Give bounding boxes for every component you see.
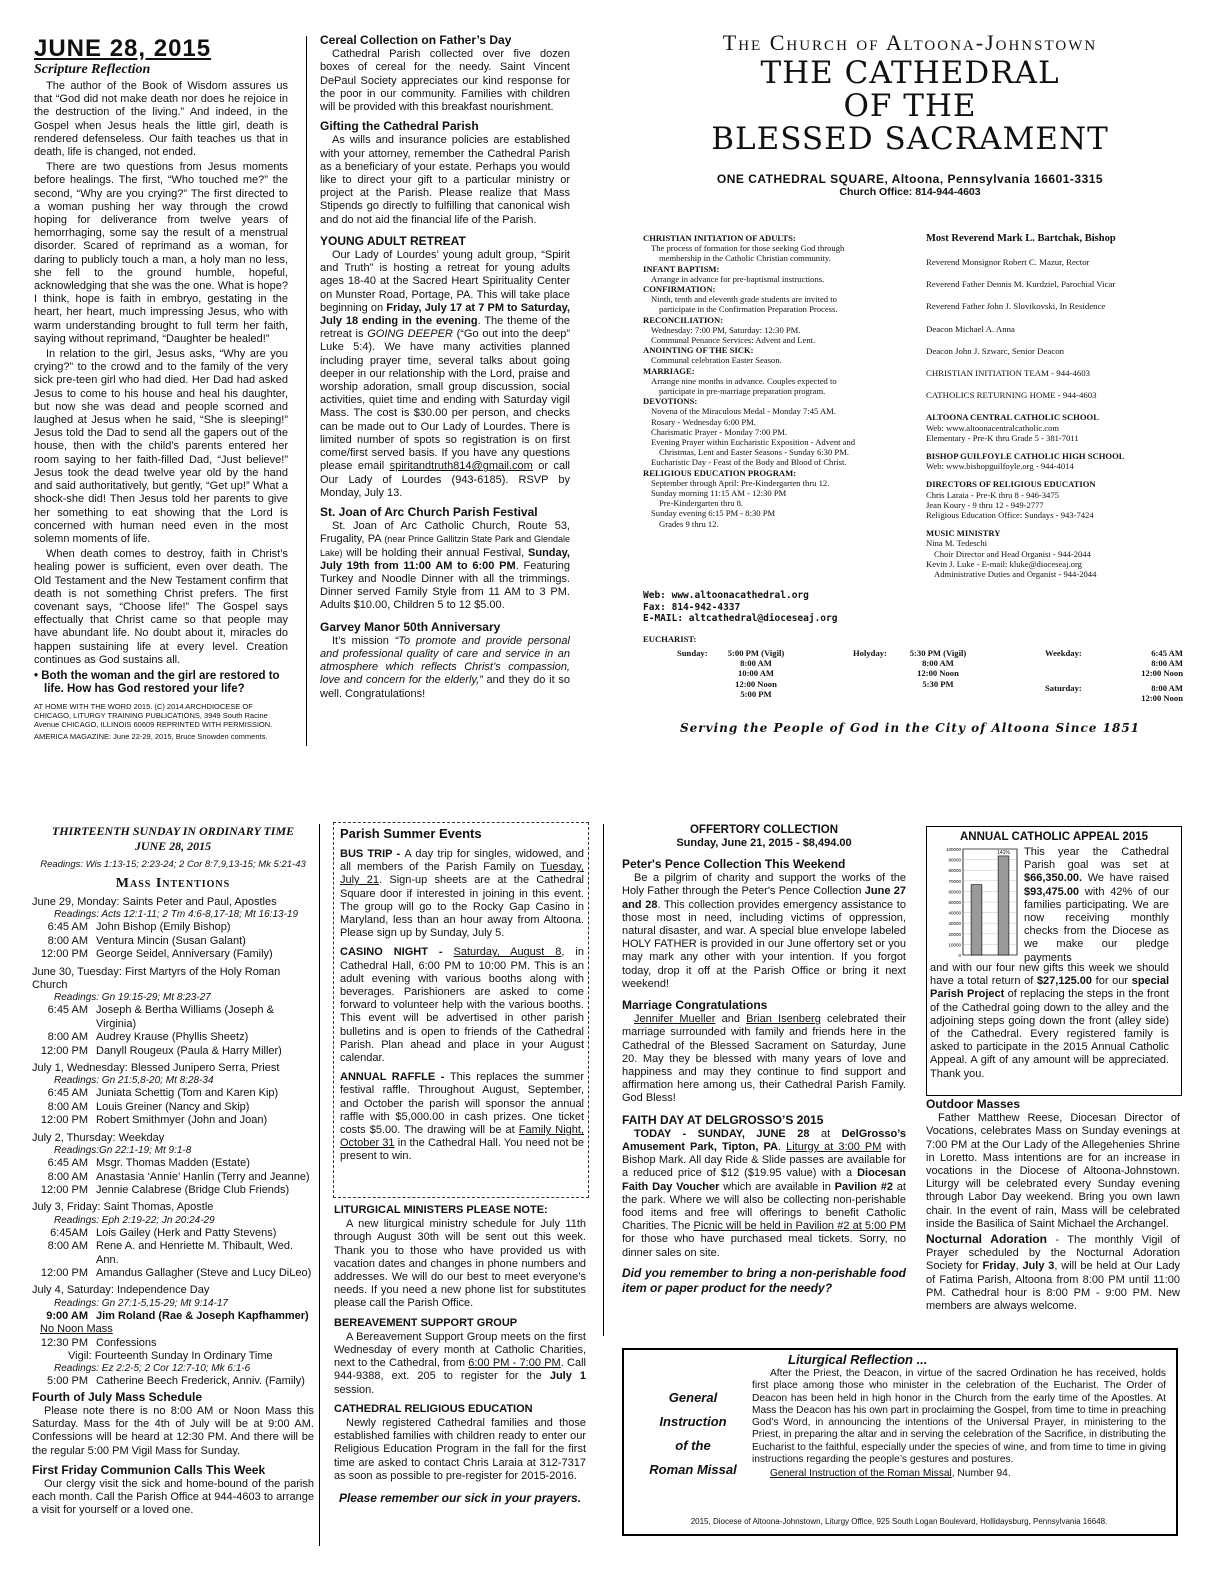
directory-line: Jean Koury - 9 thru 12 - 949-2777 [926,499,1044,510]
sacrament-line: participate in the Confirmation Preparation Process. [659,304,838,315]
intention-time: 12:00 PM [40,1044,88,1057]
sacrament-line: Sunday morning 11:15 AM - 12:30 PM [651,488,787,499]
side-title-line: Instruction [659,1414,727,1429]
appeal-fragment: for our [1092,975,1132,988]
sacrament-line: Eucharistic Day - Feast of the Body and Blood of Christ. [651,457,847,468]
sacrament-line: DEVOTIONS: [643,396,698,407]
intention-time: 12:00 PM [40,1114,88,1127]
y-tick-label: 10000 [948,942,961,948]
sacrament-line: membership in the Catholic Christian community. [659,253,831,264]
vigil-heading: Vigil: Fourteenth Sunday In Ordinary Time [68,1349,273,1362]
copyright-credit: AT HOME WITH THE WORD 2015. (C) 2014 ARCHDIOCESE OF CHICAGO, LITURGY TRAINING PUBLICATIONS, 3949 South Racine Avenue CHICAGO, ILLINOIS 60609 REPRINTED WITH PERMISSION. [34,701,273,729]
side-title-line: General [668,1390,718,1405]
cathedral-title-line3: BLESSED SACRAMENT [711,121,1109,158]
casino-night-text: CASINO NIGHT - Saturday, August 8, in Cathedral Hall, 6:00 PM to 10:00 PM. This is an adult evening with various booths along with beverages. Parishioners are asked to come forward to volunteer help with the various booths. This event will be advertised in other parish bulletins and is open to friends of the Cathedral Parish. Plan ahead and place in your August calendar. [340,946,584,1065]
mass-time: 5:30 PM (Vigil) [909,648,967,658]
sacrament-line: Sunday evening 6:15 PM - 8:30 PM [651,508,776,519]
reflection-paragraphs [34,80,288,667]
liturgical-ministers-title: LITURGICAL MINISTERS PLEASE NOTE: [334,1204,548,1216]
sacrament-line: participate in pre-marriage preparation program. [659,386,826,397]
mass-intentions-list [32,896,314,1280]
summer-events-title: Parish Summer Events [340,826,482,841]
announcements-column [320,34,570,703]
sacrament-line: September through April: Pre-Kindergarten thru 12. [651,477,830,488]
intention-name: Lois Gailey (Herk and Patty Stevens) [96,1226,277,1239]
website-link[interactable]: Web: www.altoonacathedral.org [643,590,809,601]
mass-time: 6:45 AM [1151,648,1183,658]
appeal-fragment: This year the Cathedral Parish goal was set at [1024,846,1169,872]
intention-row [32,1114,314,1127]
day-readings: Readings: Eph 2:19-22; Jn 20:24-29 [54,1214,215,1226]
intention-time: 8:00 AM [47,1100,88,1113]
side-title-line: Roman Missal [649,1462,737,1477]
appeal-section [929,830,1179,844]
column-divider [319,824,320,1546]
intention-row [32,1031,314,1044]
sick-prayer-note: Please remember our sick in your prayers. [338,1491,582,1506]
sacrament-line: CHRISTIAN INITIATION OF ADULTS: [643,233,796,243]
bulletin-date: JUNE 28, 2015 [34,35,212,62]
food-reminder: Did you remember to bring a non-perishable food item or paper product for the needy? [622,1265,906,1295]
intention-name: Audrey Krause (Phyllis Sheetz) [96,1031,249,1044]
day-heading: July 2, Thursday: Weekday [32,1131,165,1144]
mass-time: 12:00 Noon [735,678,777,689]
peters-pence-text: Be a pilgrim of charity and support the works of the Holy Father through the Peter's Pence Collection June 27 and 28. This collection provides emergency assistance to those most in need, including victims of oppression, natural disaster, and war. A special blue envelope labeled HOLY FATHER is provided in our June offertory set or you may mark any other with your intention. If you forgot today, drop it off at the Parish Office or bring it next weekend! [622,872,906,990]
sacrament-line: Novena of the Miraculous Medal - Monday 7:45 AM. [651,406,836,417]
garvey-title: Garvey Manor 50th Anniversary [320,619,501,634]
intention-name: Rene A. and Henriette M. Thibault, Wed. Ann. [96,1240,294,1266]
music-ministry [926,528,1198,579]
outdoor-masses-text: Father Matthew Reese, Diocesan Director of Vocations, celebrates Mass on Sunday evenings at 7:00 PM at the Our Lady of the Allegehenies Shrine in Loretto. Mass intentions are for an increase in vocations in the Diocese of Altoona-Johnstown. Liturgy will be celebrated every Sunday evening through Labor Day weekend. Bring you own lawn chair. In the event of rain, Mass will be celebrated inside the Basilica of Saint Michael the Archangel. [926,1112,1180,1230]
clergy-line: Reverend Father Dennis M. Kurdziel, Parochial Vicar [926,279,1116,290]
directory-line: Elementary - Pre-K thru Grade 5 - 381-7011 [926,432,1079,443]
eucharist-label: EUCHARIST: [643,634,697,644]
y-tick-label: 70000 [948,878,961,884]
clergy-line: Deacon Michael A. Anna [926,323,1015,334]
july4-mass: 9:00 AM Jim Roland (Rae & Joseph Kapfhammer) [46,1309,309,1322]
bereavement-title: BEREAVEMENT SUPPORT GROUP [334,1316,518,1329]
sacrament-line: Arrange nine months in advance. Couples expected to [651,375,837,386]
sunday-date: JUNE 28, 2015 [134,839,212,853]
retreat-text: Our Lady of Lourdes’ young adult group, “Spirit and Truth” is hosting a retreat for young adults ages 18-40 at the Sacred Heart Spirituality Center on Munster Road, Portage, PA. This will take place beginning on Friday, July 17 at 7 PM to Saturday, July 18 ending in the evening. The theme of the retreat is GOING DEEPER (“Go out into the deep” Luke 5:4). We have many activities planned including prayer time, several talks about going deeper in our relationship with the Lord, praise and worship adoration, small group discussion, social activities, quiet time and ending with Saturday vigil Mass. The cost is $30.00 per person, and checks can be made out to Our Lady of Lourdes. There is limited number of spots so registration is on first come/first served basis. If you have any questions please email spiritandtruth814@gmail.com or call Our Lady of Lourdes (943-6185). RSVP by Monday, July 13. [320,249,571,499]
intention-row [32,1227,314,1240]
parish-notices [334,1204,586,1506]
intention-name: Ventura Mincin (Susan Galant) [96,934,246,947]
mass-time: 8:00 AM [740,658,772,669]
mass-time: 5:00 PM [740,688,772,699]
mass-intentions-column [32,824,314,1520]
sacrament-line: Communal celebration Easter Season. [651,355,782,366]
directory-line: Religious Education Office: Sundays - 943-7424 [926,510,1094,521]
mass-time: 10:00 AM [737,668,775,679]
directory-line: DIRECTORS OF RELIGIOUS EDUCATION [926,479,1096,490]
offertory-title: OFFERTORY COLLECTION [689,824,838,836]
y-tick-label: 80000 [948,868,961,874]
reflection-paragraph: There are two questions from Jesus moments before healings. The first, “Who touched me?” the second, “Why are you crying?” The first directed to a woman pushing her way through the crowd hoping for deliverance from twelve years of hemorrhaging, some say the result of a menstrual disorder. Scared of reprimand as a woman, for daring to publicly touch a man, a holy man no less, she fell to the ground humble, hopeful, acknowledging that she was the one. What is hope? I think, hope is faith in embryo, gestating in the heart, her heart, much impressing Jesus, who with warm understanding brought to full term her faith, saying without reprimand, “Daughter be healed!” [34,161,288,345]
bar-raised [998,856,1009,955]
cathedral-title-line1: THE CATHEDRAL [760,55,1060,92]
religious-education-text: Newly registered Cathedral families and those established families with children ready to enter our Religious Education Program in the fall for the first time are asked to contact Chris Laraia at 312-7317 as soon as possible to pre-register for 2015-2016. [334,1417,586,1482]
appeal-fragment: $66,350.00. [1024,872,1083,885]
intention-time: 6:45 AM [47,921,88,934]
intention-name: Danyll Rougeux (Paula & Harry Miller) [96,1044,282,1057]
faith-day-title: FAITH DAY AT DELGROSSO’S 2015 [622,1112,824,1127]
sacrament-line: Wednesday: 7:00 PM, Saturday: 12:30 PM. [651,324,801,335]
intention-time: 8:00 AM [47,1170,88,1183]
appeal-fragment: $93,475.00 [1024,885,1080,898]
clergy-line: CHRISTIAN INITIATION TEAM - 944-4603 [926,368,1091,379]
summer-events [340,826,584,1166]
clergy-line: Deacon John J. Szwarc, Senior Deacon [926,345,1065,356]
intention-name: Robert Smithmyer (John and Joan) [96,1114,268,1127]
intention-name: John Bishop (Emily Bishop) [96,921,231,934]
outdoor-masses-title: Outdoor Masses [926,1097,1021,1111]
sacraments-list [643,233,933,529]
directory-line: Chris Laraia - Pre-K thru 8 - 946-3475 [926,489,1059,500]
sunday-label: Sunday: [677,648,708,658]
reflection-paragraph: The author of the Book of Wisdom assures us that “God did not make death nor does he rejoice in the destruction of the living.” And indeed, in the Gospel when Jesus heals the little girl, death is rendered defenseless. Our faith teaches us that in death, life is changed, not ended. [34,80,288,159]
intention-time: 8:00 AM [47,1240,88,1253]
day-readings: Readings:Gn 22:1-19; Mt 9:1-8 [54,1145,192,1157]
day-heading: July 3, Friday: Saint Thomas, Apostle [32,1201,214,1214]
intention-row [32,1045,314,1058]
intention-name: Jennie Calabrese (Bridge Club Friends) [96,1183,290,1196]
sacrament-line: MARRIAGE: [643,365,695,376]
bereavement-text: A Bereavement Support Group meets on the first Wednesday of every month at Catholic Charities, next to the Cathedral, from 6:00 PM - 7:00 PM. Call 944-9388, ext. 205 to register for the July 1 session. [334,1330,586,1396]
appeal-text [1024,846,1169,964]
day-heading: June 29, Monday: Saints Peter and Paul, Apostles [32,896,277,908]
clergy-line: CATHOLICS RETURNING HOME - 944-4603 [926,390,1097,401]
email-link[interactable]: E-MAIL: altcathedral@dioceseaj.org [643,613,838,624]
intention-time: 12:00 PM [40,948,88,961]
sacrament-line: Rosary - Wednesday 6:00 PM. [651,416,756,427]
sacrament-line: RELIGIOUS EDUCATION PROGRAM: [643,467,797,478]
directory-line: Kevin J. Luke - E-mail: kluke@dioceseaj.org [926,558,1082,569]
y-tick-label: 0 [958,953,961,958]
intention-time: 12:00 PM [40,1266,88,1279]
intention-row [32,921,314,934]
reflection-paragraph: When death comes to destroy, faith in Christ’s healing power is sufficient, even over death. The Old Testament and the New Testament confirm that death is not something Christ prefers. The first covenant says, “Choose life!” The Gospel says effectually that Christ came so that people may have abundant life. No doubt about it, miracles do happen sustaining life at every level. Creation continues as God sustains all. [34,548,288,666]
july4-readings: Readings: Gn 27:1-5,15-29; Mt 9:14-17 [54,1297,228,1309]
gifting-title: Gifting the Cathedral Parish [320,119,479,134]
liturgical-ministers-text: A new liturgical ministry schedule for July 11th through August 30th will be sent out this week. Thank you to those who have provided us with vacation dates and changes in phone numbers and addresses. We will do our best to meet everyone’s needs. If you need a new phone list for substitutes please call the Parish Office. [334,1218,586,1310]
mass-time: 12:00 Noon [917,668,959,679]
no-noon-mass: No Noon Mass [40,1323,113,1336]
weekday-times [1083,648,1183,679]
retreat-email-link[interactable]: spiritandtruth814@gmail.com [389,460,533,473]
directory-line: MUSIC MINISTRY [926,528,1001,539]
bishop-name: Most Reverend Mark L. Bartchak, Bishop [926,233,1116,244]
cathedral-address: ONE CATHEDRAL SQUARE, Altoona, Pennsylvania 16601-3315 [716,172,1104,187]
nocturnal-adoration-text: Nocturnal Adoration - The monthly Vigil of Prayer scheduled by the Nocturnal Adoration Society for Friday, July 3, will be held at Our Lady of Fatima Parish, Altoona from 8:00 PM until 11:00 PM. Cathedral hour is 8:00 PM - 9:00 PM. New members are always welcome. [926,1232,1180,1313]
holyday-times [893,648,983,689]
bar-data-label: 141% [997,849,1010,856]
intention-name: Louis Greiner (Nancy and Skip) [96,1100,250,1113]
intention-name: Msgr. Thomas Madden (Estate) [96,1157,250,1170]
appeal-text-bottom [930,962,1169,1081]
intention-time: 8:00 AM [47,934,88,947]
appeal-text-continued [930,962,1169,1080]
y-tick-label: 60000 [948,889,961,895]
weekday-label: Weekday: [1045,648,1082,658]
side-title-line: of the [675,1438,711,1453]
masthead [630,30,1190,199]
column-divider [306,36,307,746]
offertory-amount: Sunday, June 21, 2015 - $8,494.00 [676,837,852,849]
day-readings: Readings: Gn 21:5,8-20; Mt 8:28-34 [54,1075,214,1087]
bar-goal [971,885,982,955]
retreat-title: YOUNG ADULT RETREAT [320,233,466,248]
clergy-line: Reverend Monsignor Robert C. Mazur, Rector [926,257,1090,267]
y-tick-label: 50000 [948,900,961,905]
day-heading: July 1, Wednesday: Blessed Junipero Serra, Priest [32,1062,280,1075]
y-tick-label: 20000 [948,931,961,937]
sacrament-line: RECONCILIATION: [643,314,724,325]
saturday-label: Saturday: [1045,683,1082,693]
appeal-title: ANNUAL CATHOLIC APPEAL 2015 [959,831,1149,843]
diocese-name: The Church of Altoona-Johnstown [722,30,1098,55]
offertory-column [622,823,906,1296]
intention-row [32,1101,314,1114]
directory-line: Web: www.bishopguilfoyle.org - 944-4014 [926,461,1074,472]
annual-raffle-text: ANNUAL RAFFLE - This replaces the summer festival raffle. Throughout August, September, and October the parish will sponsor the annual raffle with $5,000.00 in cash prizes. One ticket costs $5.00. The drawing will be at Family Night, October 31 in the Cathedral Hall. You need not be present to win. [340,1071,584,1163]
sacrament-line: CONFIRMATION: [643,284,716,295]
faith-day-text: TODAY - SUNDAY, JUNE 28 at DelGrosso’s Amusement Park, Tipton, PA. Liturgy at 3:00 PM with Bishop Mark. All day Ride & Slide passes are available for a reduced price of $12 ($19.95 value) with a Diocesan Faith Day Voucher which are available in Pavilion #2 at the park. Where we will also be collecting non-perishable food items and free will offerings to benefit Catholic Charities. The Picnic will be held in Pavilion #2 at 5:00 PM for those who have purchased meal tickets. Sorry, no dinner sales on site. [622,1127,906,1259]
sacrament-line: The process of formation for those seeking God through [651,243,845,254]
cereal-text: Cathedral Parish collected over five dozen boxes of cereal for the needy. Saint Vincent DePaul Society appreciates our kind response for the poor in our community. Families with children will be provided with this breakfast nourishment. [320,48,570,114]
cathedral-title-line2: OF THE [843,88,977,125]
reflection-citation: General Instruction of the Roman Missal, Number 94. [770,1468,1011,1480]
guilfoyle-high-school [926,451,1198,471]
first-friday-title: First Friday Communion Calls This Week [32,1462,266,1477]
masses-section [926,1098,1180,1315]
appeal-fragment: $27,125.00 [1036,975,1092,988]
reflection-question: • Both the woman and the girl are restored to life. How has God restored your life? [34,669,280,695]
y-tick-label: 90000 [948,857,961,863]
intention-time: 6:45AM [50,1226,88,1239]
mass-time: 5:00 PM (Vigil) [727,648,785,658]
sacrament-line: Arrange in advance for pre-baptismal instructions. [651,273,825,284]
july4-confessions: 12:30 PM Confessions [40,1336,157,1349]
day-heading: June 30, Tuesday: First Martyrs of the Holy Roman Church [32,965,281,992]
directory-line: Web: www.altoonacentralcatholic.com [926,422,1060,433]
eucharist-schedule [643,634,1183,714]
directory-line: Administrative Duties and Organist - 944-2044 [934,569,1097,580]
sacrament-line: Grades 9 thru 12. [659,518,719,529]
peters-pence-title: Peter's Pence Collection This Weekend [622,857,846,871]
intention-time: 6:45 AM [47,1004,88,1017]
appeal-text-top [1024,846,1169,965]
religious-education-title: CATHEDRAL RELIGIOUS EDUCATION [334,1402,533,1415]
y-tick-label: 40000 [948,910,961,916]
intention-time: 6:45 AM [47,1157,88,1170]
garvey-text: It’s mission “To promote and provide personal and professional quality of care and service in an atmosphere which reflects Christ’s compassion, love and concern for the elderly,” and they do it so well. Congratulations! [320,634,570,700]
intention-time: 8:00 AM [47,1031,88,1044]
intention-name: Juniata Schettig (Tom and Karen Kip) [96,1087,279,1100]
sacrament-line: Charismatic Prayer - Monday 7:00 PM. [651,426,788,437]
marriage-title: Marriage Congratulations [622,998,768,1013]
appeal-fragment: of replacing the steps in the front of the Cathedral going down to the alley and the adjoining steps going down the front (alley side) of the Cathedral. Every registered family is asked to participate in the 2015 Annual Catholic Appeal. A gift of any amount will be appreciated. Thank you. [930,988,1169,1080]
mass-time: 12:00 Noon [1141,668,1183,679]
intention-row [32,1171,314,1184]
bus-trip-text: BUS TRIP - A day trip for singles, widowed, and all members of the Parish Family on Tuesday, July 21. Sign-up sheets are at the Cathedral Square door if interested in joining in this event. The group will go to the Rocky Gap Casino in Maryland, less than an hour away from Altoona. Please sign up by Sunday, July 5. [340,848,585,940]
intention-time: 6:45 AM [47,1087,88,1100]
gifting-text: As wills and insurance policies are established with your attorney, remember the Cathedral Parish as a beneficiary of your estate. Perhaps you would like to direct your gift to a particular ministry or project at the Parish. Please realize that Mass Stipends go directly to fulfilling that canonical wish and do not aid the financial life of the Parish. [320,134,570,226]
reflection-text: After the Priest, the Deacon, in virtue of the sacred Ordination he has received, holds first place among those who minister in the celebration of the Eucharist. The Order of Deacon has been held in high honor in the Church from the early time of the Apostles. At Mass the Deacon has his own part in proclaiming the Gospel, from time to time in preaching God’s Word, in announcing the intentions of the Universal Prayer, in ministering to the Priest, in preparing the altar and in serving the celebration of the Sacrifice, in distributing the Eucharist to the faithful, especially under the species of wine, and from time to time in giving instructions regarding the people’s gestures and postures. [752,1368,1166,1466]
vigil-readings: Readings: Ez 2:2-5; 2 Cor 12:7-10; Mk 6:1-6 [54,1363,251,1375]
vigil-mass: 5:00 PM Catherine Beech Frederick, Anniv. (Family) [47,1375,305,1388]
mass-intentions-title: Mass Intentions [115,876,231,891]
intention-row [32,1240,314,1267]
magazine-credit: AMERICA MAGAZINE: June 22-29, 2015, Bruce Snowden comments. [34,731,268,741]
clergy-list [926,232,1198,579]
intention-name: Anastasia ‘Annie’ Hanlin (Terry and Jeanne) [96,1170,310,1183]
church-office-phone: Church Office: 814-944-4603 [839,186,981,199]
chart-bars [971,850,1010,955]
clergy-line: Reverend Father John J. Slovikovski, In Residence [926,301,1106,312]
column-divider [603,824,604,1336]
sacrament-line: Communal Penance Services: Advent and Lent. [651,335,816,346]
fourth-of-july-text: Please note there is no 8:00 AM or Noon Mass this Saturday. Mass for the 4th of July will be at 9:00 AM. Confessions will be heard at 12:30 PM. And there will be the regular 5:00 PM Vigil Mass for Sunday. [32,1404,314,1457]
directory-line: Choir Director and Head Organist - 944-2044 [934,548,1091,559]
sacrament-line: Evening Prayer within Eucharistic Exposition - Advent and [651,437,856,448]
intention-name: Amandus Gallagher (Steve and Lucy DiLeo) [96,1266,312,1279]
mass-time: 8:00 AM [1151,658,1183,669]
appeal-bar-chart [929,846,1021,962]
intention-name: Joseph & Bertha Williams (Joseph & Virginia) [96,1004,274,1030]
sacrament-line: ANOINTING OF THE SICK: [643,345,754,356]
mass-time: 8:00 AM [1151,683,1183,693]
directory-line: ALTOONA CENTRAL CATHOLIC SCHOOL [926,412,1099,423]
appeal-fragment: special Parish Project [930,975,1170,1001]
intention-row [32,935,314,948]
sacrament-line: Christmas, Lent and Easter Seasons - Sunday 6:30 PM. [659,447,849,458]
reflection-copyright: 2015, Diocese of Altoona-Johnstown, Liturgy Office, 925 South Logan Boulevard, Hollidaysburg, Pennsylvania 16648. [690,1517,1108,1526]
intention-time: 12:00 PM [40,1183,88,1196]
appeal-fragment: and with our four new gifts this week we should have a total return of [930,962,1169,988]
marriage-text: Jennifer Mueller and Brian Isenberg celebrated their marriage surrounded with family and friends here in the Cathedral of the Blessed Sacrament on Saturday, June 20. May they be blessed with many years of love and happiness and may they continue to find support and affirmation here among us, their Cathedral Parish Family. God Bless! [622,1013,906,1105]
mass-time: 8:00 AM [922,658,954,669]
appeal-fragment: with 42% of our families participating. We are now receiving monthly checks from the Diocese as we make our pledge payments [1024,885,1169,964]
festival-text: St. Joan of Arc Catholic Church, Route 53, Frugality, PA (near Prince Gallitzin State Park and Glendale Lake) will be holding their annual Festival, Sunday, July 19th from 11:00 AM to 6:00 PM. Featuring Turkey and Noodle Dinner with all the trimmings. Dinner served Family Style from 11 AM to 3 PM. Adults $10.00, Children 5 to 12 $5.00. [320,520,570,612]
fourth-of-july-title: Fourth of July Mass Schedule [32,1389,203,1404]
intention-row [32,1004,314,1031]
fax-number: Fax: 814-942-4337 [643,601,741,613]
intention-name: George Seidel, Anniversary (Family) [96,948,273,961]
sacrament-line: INFANT BAPTISM: [643,263,720,274]
central-catholic-school [926,412,1198,443]
gIRM-side-title [640,1386,746,1482]
y-tick-label: 30000 [948,921,961,927]
masthead-footer: Serving the People of God in the City of Altoona Since 1851 [679,721,1141,735]
intention-row [32,1087,314,1100]
intention-row [32,1267,314,1280]
saturday-times [1083,683,1183,703]
day-readings: Readings: Acts 12:1-11; 2 Tm 4:6-8,17-18; Mt 16:13-19 [54,909,299,921]
sacrament-line: Ninth, tenth and eleventh grade students are invited to [651,294,837,305]
scripture-reflection [34,36,288,741]
directory-line: BISHOP GUILFOYLE CATHOLIC HIGH SCHOOL [926,451,1125,462]
appeal-fragment: We have raised [1082,872,1169,885]
reflection-title: Liturgical Reflection ... [788,1352,928,1367]
directory-line: Nina M. Tedeschi [926,538,988,549]
section-subtitle: Scripture Reflection [34,62,151,77]
reflection-paragraph: In relation to the girl, Jesus asks, “Why are you crying?” to the crowd and to the family of the very sick pre-teen girl who had died. Her Dad had asked Jesus to come to his house and heal his daughter, but now she was dead and people scorned and laughed at Jesus when he said, “She is sleeping!” Jesus told the Dad to send all the gapers out of the house, then with the child’s parents entered her room saying to her faith-filled Dad, “Just believe!” Jesus took the dead twelve year old by the hand and said authoritatively, but gently, “Get up!” What a shock-she did! Then Jesus told her parents to give her something to eat showing that the Lord is concerned with human need even in the most solemn moments of life. [34,348,288,545]
intention-row [32,1157,314,1170]
sunday-title: THIRTEENTH SUNDAY IN ORDINARY TIME [51,824,295,838]
july4-heading: July 4, Saturday: Independence Day [32,1284,210,1297]
y-tick-label: 100000 [945,847,961,852]
religious-education-directors [926,479,1198,520]
mass-time: 12:00 Noon [1141,693,1183,704]
intention-row [32,948,314,961]
mass-time: 5:30 PM [922,678,954,689]
first-friday-text: Our clergy visit the sick and home-bound of the parish each month. Call the Parish Office at 944-4603 to arrange a visit for yourself or a loved one. [32,1478,314,1517]
sunday-times [711,648,801,699]
day-readings: Readings: Gn 19:15-29; Mt 8:23-27 [54,992,211,1004]
cereal-title: Cereal Collection on Father’s Day [320,33,512,47]
sacrament-line: Pre-Kindergarten thru 8. [659,498,744,509]
festival-title: St. Joan of Arc Church Parish Festival [320,504,538,519]
contacts [643,590,933,625]
clergy-lines [926,257,1198,400]
intention-row [32,1184,314,1197]
holyday-label: Holyday: [853,648,887,658]
sunday-readings: Readings: Wis 1:13-15; 2:23-24; 2 Cor 8:7,9,13-15; Mk 5:21-43 [40,859,306,870]
liturgical-reflection [752,1352,1166,1481]
